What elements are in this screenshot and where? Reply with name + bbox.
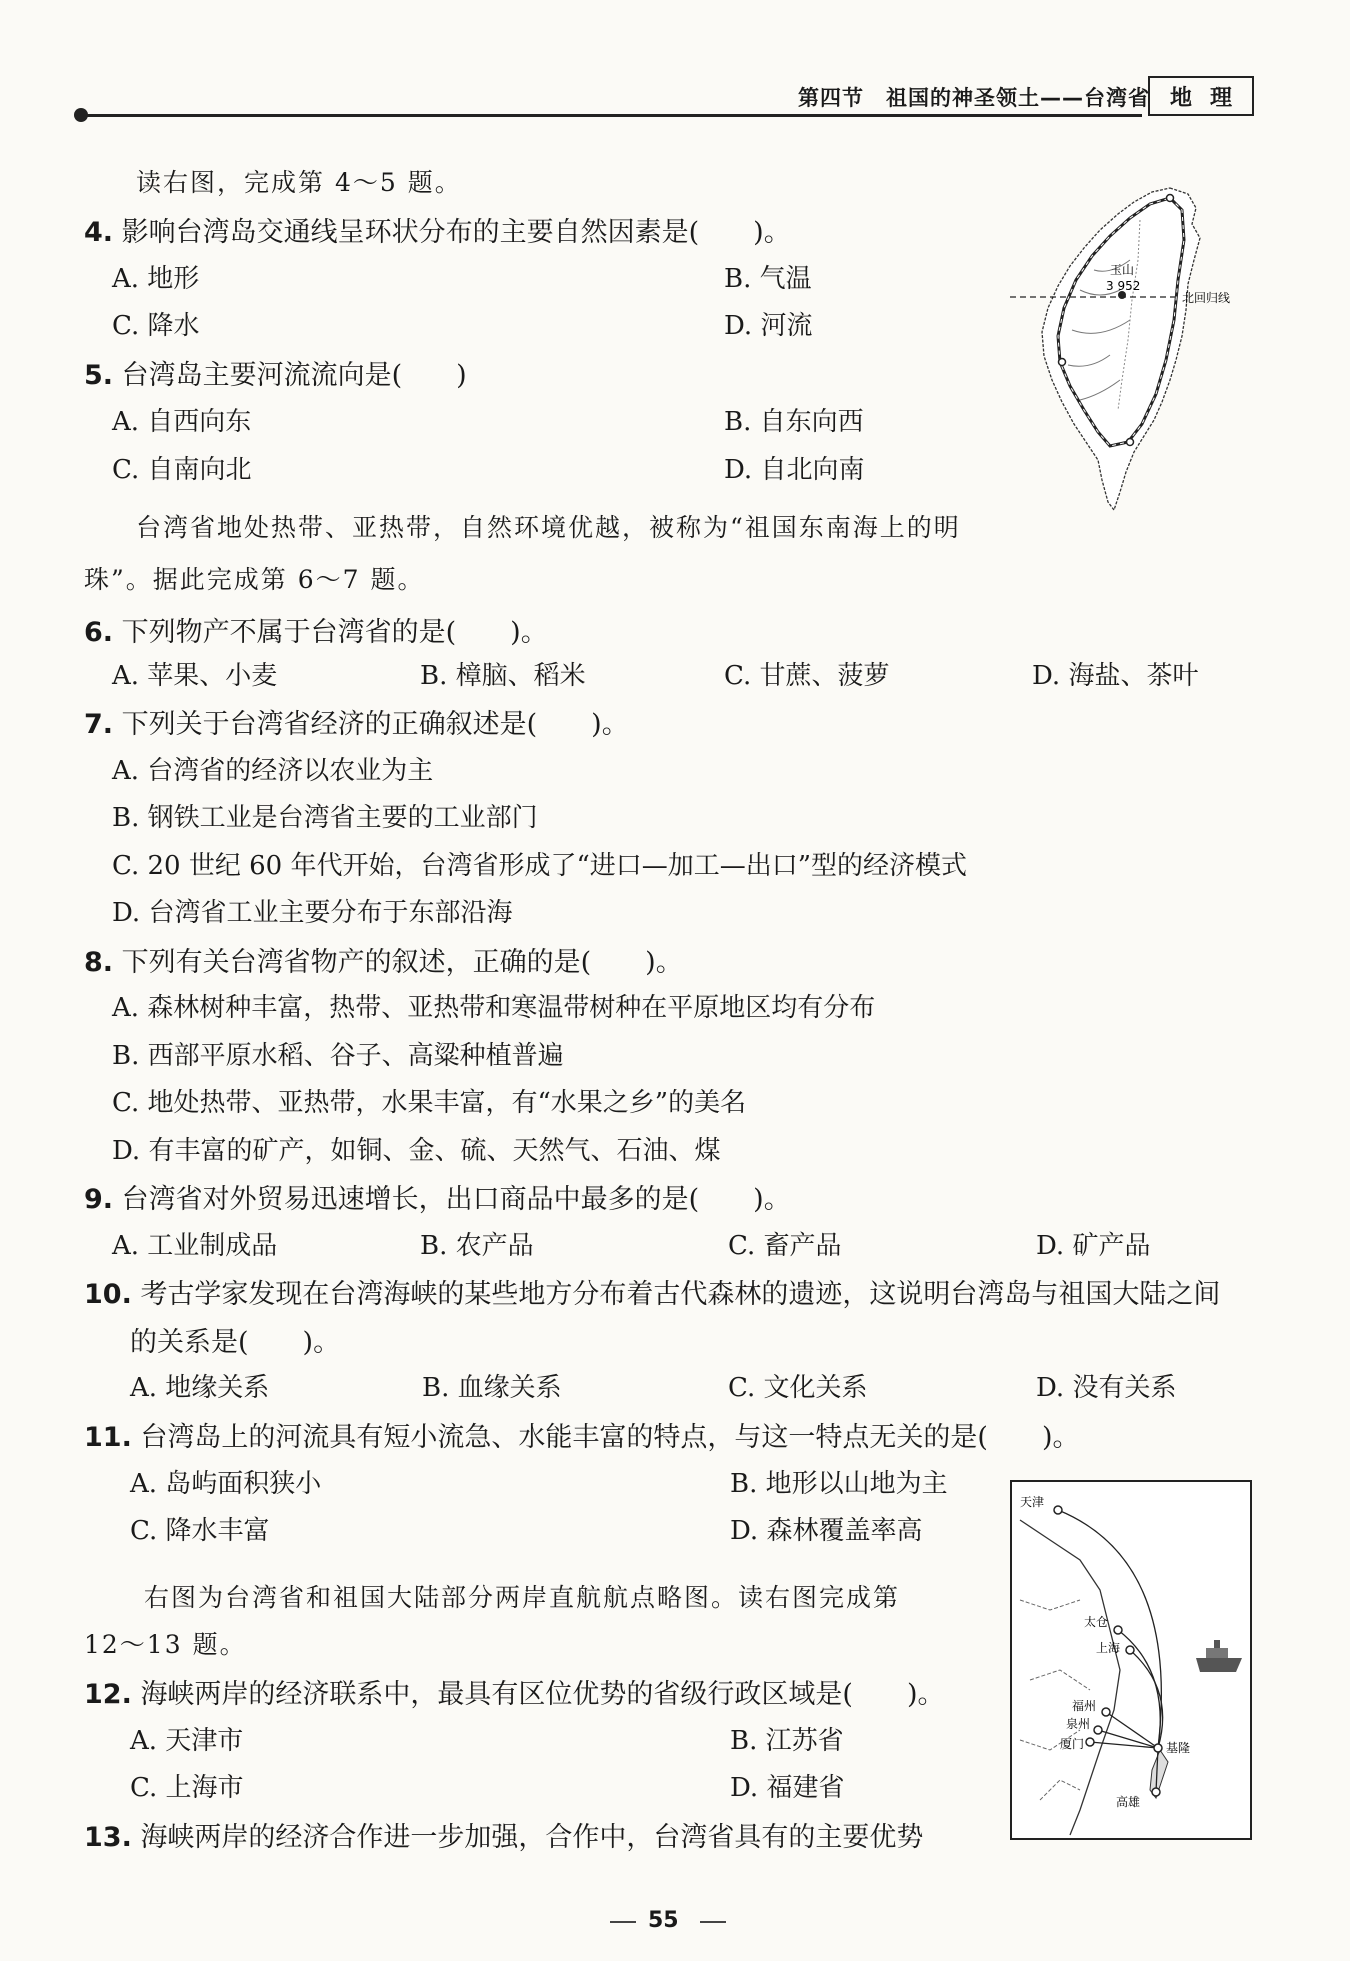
q9-option-d: D. 矿产品 <box>1036 1231 1151 1261</box>
question-stem: 下列有关台湾省物产的叙述，正确的是( )。 <box>121 947 683 978</box>
question-5 <box>84 353 467 392</box>
station-marker <box>1167 195 1174 202</box>
question-9 <box>84 1177 791 1216</box>
question-6 <box>84 610 548 649</box>
q4-option-d: D. 河流 <box>724 311 813 341</box>
question-number: 13. <box>84 1822 132 1853</box>
q11-option-a: A. 岛屿面积狭小 <box>130 1469 322 1499</box>
question-number: 6. <box>84 617 114 648</box>
city-label: 高雄 <box>1116 1795 1141 1809</box>
q12-option-c: C. 上海市 <box>130 1773 244 1803</box>
q10-option-a: A. 地缘关系 <box>130 1373 270 1403</box>
city-label: 泉州 <box>1066 1717 1091 1731</box>
page-dash-left <box>610 1921 636 1923</box>
q5-option-d: D. 自北向南 <box>724 455 865 485</box>
question-stem: 下列物产不属于台湾省的是( )。 <box>121 617 548 648</box>
city-label: 基隆 <box>1166 1741 1191 1755</box>
page-dash-right <box>700 1921 726 1923</box>
intro-q6-7-line2: 珠”。据此完成第 6～7 题。 <box>84 565 425 594</box>
q5-option-a: A. 自西向东 <box>112 407 252 437</box>
intro-q4-5: 读右图，完成第 4～5 题。 <box>136 168 462 197</box>
q10-option-d: D. 没有关系 <box>1036 1373 1177 1403</box>
question-number: 9. <box>84 1184 114 1215</box>
question-stem: 海峡两岸的经济联系中，最具有区位优势的省级行政区域是( )。 <box>140 1679 945 1710</box>
question-number: 10. <box>84 1279 132 1310</box>
q7-option-c: C. 20 世纪 60 年代开始，台湾省形成了“进口—加工—出口”型的经济模式 <box>112 851 968 881</box>
question-number: 12. <box>84 1679 132 1710</box>
city-label: 天津 <box>1020 1495 1045 1509</box>
q8-option-d: D. 有丰富的矿产，如铜、金、硫、天然气、石油、煤 <box>112 1136 721 1166</box>
question-stem: 台湾岛主要河流流向是( ) <box>121 360 467 391</box>
question-8 <box>84 940 683 979</box>
question-number: 8. <box>84 947 114 978</box>
station-marker <box>1059 359 1066 366</box>
cross-strait-routes-map <box>1010 1480 1252 1840</box>
question-stem: 影响台湾岛交通线呈环状分布的主要自然因素是( )。 <box>121 217 791 248</box>
question-13 <box>84 1815 923 1854</box>
tropic-label: 北回归线 <box>1182 291 1231 305</box>
q9-option-c: C. 畜产品 <box>728 1231 842 1261</box>
q12-option-a: A. 天津市 <box>130 1726 244 1756</box>
question-11 <box>84 1415 1080 1454</box>
question-stem: 台湾岛上的河流具有短小流急、水能丰富的特点，与这一特点无关的是( )。 <box>140 1422 1080 1453</box>
question-4 <box>84 210 791 249</box>
peak-height: 3 952 <box>1106 279 1141 293</box>
q4-option-b: B. 气温 <box>724 264 812 294</box>
intro-q6-7-line1: 台湾省地处热带、亚热带，自然环境优越，被称为“祖国东南海上的明 <box>136 513 961 542</box>
question-number: 11. <box>84 1422 132 1453</box>
q6-option-d: D. 海盐、茶叶 <box>1032 661 1199 691</box>
question-12 <box>84 1672 945 1711</box>
question-stem: 考古学家发现在台湾海峡的某些地方分布着古代森林的遗迹，这说明台湾岛与祖国大陆之间 <box>140 1279 1221 1310</box>
q8-option-b: B. 西部平原水稻、谷子、高粱种植普遍 <box>112 1041 564 1071</box>
q5-option-b: B. 自东向西 <box>724 407 864 437</box>
question-stem: 海峡两岸的经济合作进一步加强，合作中，台湾省具有的主要优势 <box>140 1822 924 1853</box>
header-dot <box>74 108 88 122</box>
intro-q12-13-line1: 右图为台湾省和祖国大陆部分两岸直航航点略图。读右图完成第 <box>144 1583 901 1612</box>
q4-option-c: C. 降水 <box>112 311 200 341</box>
city-label: 太仓 <box>1084 1615 1109 1629</box>
q4-option-a: A. 地形 <box>112 264 200 294</box>
city-label: 上海 <box>1096 1641 1121 1655</box>
q5-option-c: C. 自南向北 <box>112 455 252 485</box>
subject-char-2: 理 <box>1210 85 1233 111</box>
city-label: 福州 <box>1072 1699 1097 1713</box>
question-10 <box>84 1272 1220 1311</box>
taiwan-island-outline <box>1042 188 1200 510</box>
q10-option-b: B. 血缘关系 <box>422 1373 562 1403</box>
q11-option-c: C. 降水丰富 <box>130 1516 270 1546</box>
question-stem: 台湾省对外贸易迅速增长，出口商品中最多的是( )。 <box>121 1184 791 1215</box>
q6-option-a: A. 苹果、小麦 <box>112 661 278 691</box>
q12-option-d: D. 福建省 <box>730 1773 845 1803</box>
q6-option-b: B. 樟脑、稻米 <box>420 661 586 691</box>
q12-option-b: B. 江苏省 <box>730 1726 844 1756</box>
q8-option-a: A. 森林树种丰富，热带、亚热带和寒温带树种在平原地区均有分布 <box>112 993 876 1023</box>
q11-option-b: B. 地形以山地为主 <box>730 1469 948 1499</box>
question-number: 4. <box>84 217 114 248</box>
subject-char-1: 地 <box>1169 85 1192 111</box>
question-10-line2: 的关系是( )。 <box>130 1327 341 1358</box>
q7-option-d: D. 台湾省工业主要分布于东部沿海 <box>112 898 513 928</box>
header-rule <box>82 114 1142 117</box>
taiwan-map <box>1010 180 1260 540</box>
question-number: 5. <box>84 360 114 391</box>
peak-name: 玉山 <box>1110 263 1135 277</box>
intro-q12-13-line2: 12～13 题。 <box>84 1630 247 1659</box>
q6-option-c: C. 甘蔗、菠萝 <box>724 661 890 691</box>
page-number: 55 <box>648 1908 679 1933</box>
q7-option-a: A. 台湾省的经济以农业为主 <box>112 756 434 786</box>
q7-option-b: B. 钢铁工业是台湾省主要的工业部门 <box>112 803 538 833</box>
q11-option-d: D. 森林覆盖率高 <box>730 1516 923 1546</box>
question-stem: 下列关于台湾省经济的正确叙述是( )。 <box>121 709 629 740</box>
q9-option-b: B. 农产品 <box>420 1231 534 1261</box>
city-label: 厦门 <box>1060 1737 1085 1751</box>
q10-option-c: C. 文化关系 <box>728 1373 868 1403</box>
q9-option-a: A. 工业制成品 <box>112 1231 278 1261</box>
q8-option-c: C. 地处热带、亚热带，水果丰富，有“水果之乡”的美名 <box>112 1088 747 1118</box>
station-marker <box>1127 439 1134 446</box>
question-7 <box>84 702 629 741</box>
section-title: 第四节 祖国的神圣领土——台湾省 <box>798 86 1150 110</box>
subject-badge <box>1148 76 1254 116</box>
question-number: 7. <box>84 709 114 740</box>
